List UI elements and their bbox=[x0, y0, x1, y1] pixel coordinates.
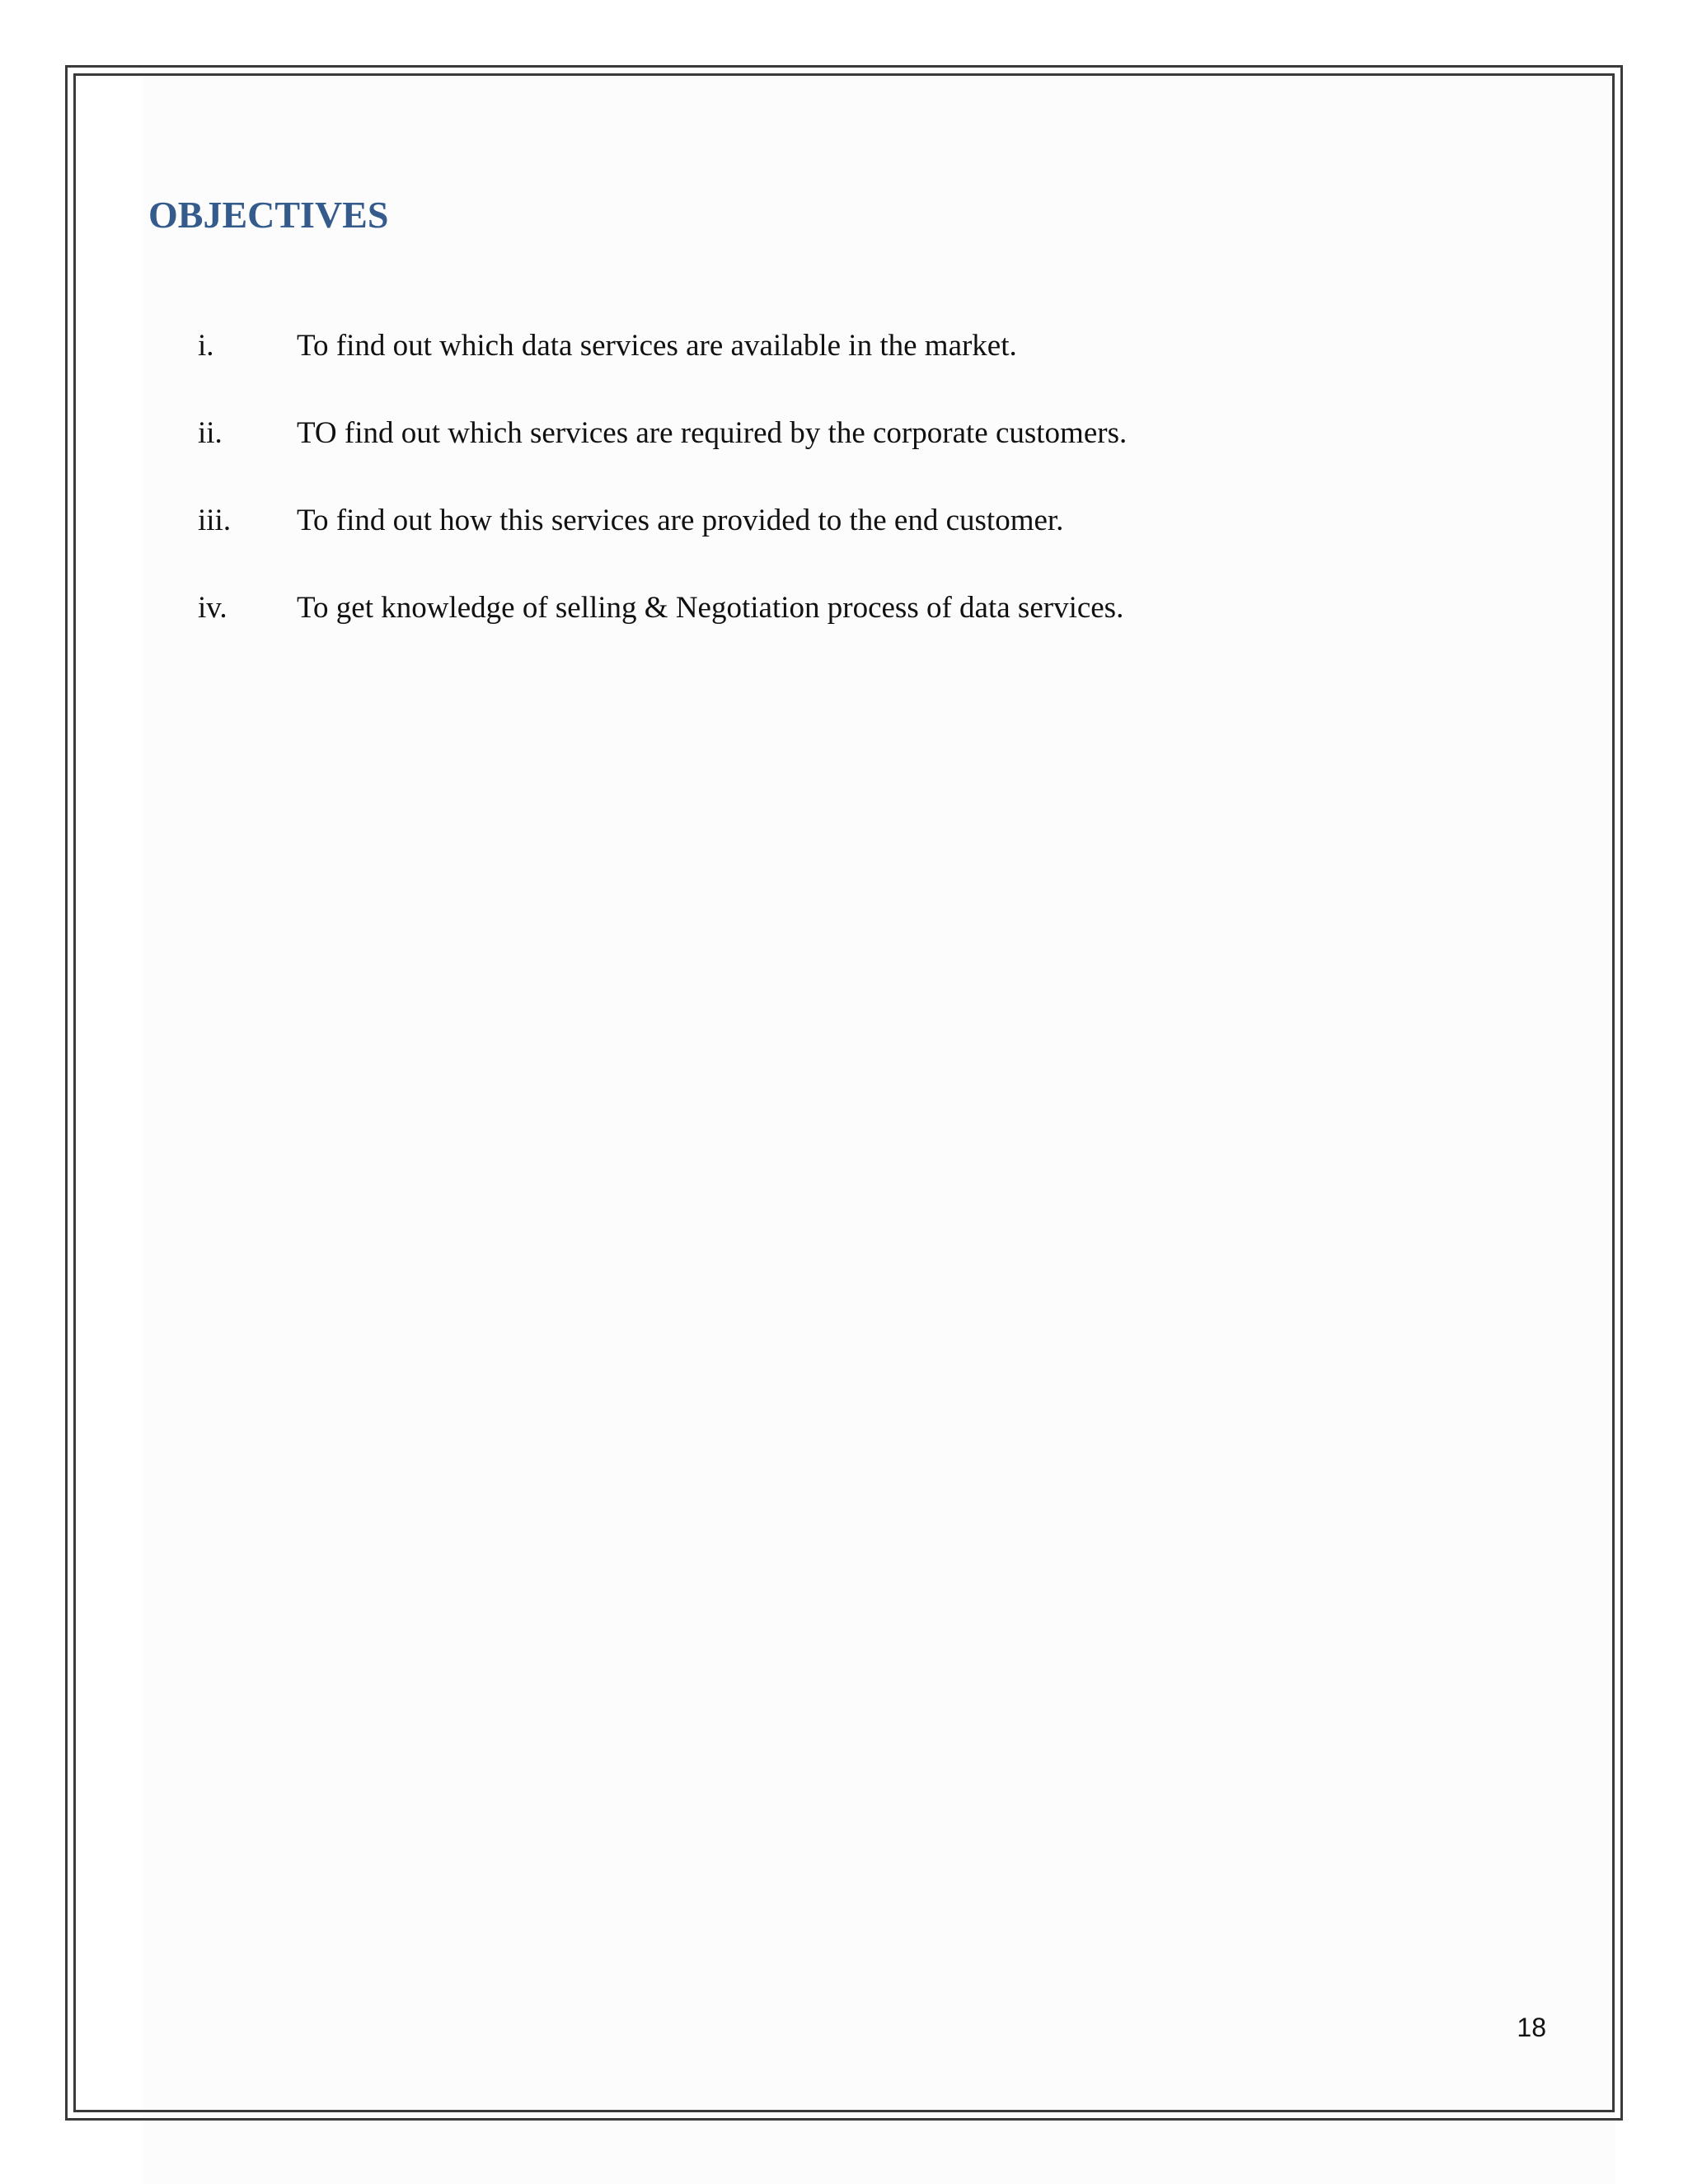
objective-number: iii. bbox=[198, 504, 232, 537]
objective-number: iv. bbox=[198, 591, 227, 625]
objective-text: To find out which data services are available in the market. bbox=[297, 329, 1017, 363]
section-heading: OBJECTIVES bbox=[148, 194, 389, 236]
objective-number: ii. bbox=[198, 416, 223, 450]
objective-number: i. bbox=[198, 329, 214, 363]
page-number: 18 bbox=[1517, 2013, 1546, 2042]
objective-text: TO find out which services are required by the corporate customers. bbox=[297, 416, 1128, 450]
objective-item bbox=[198, 500, 1127, 588]
objective-item bbox=[198, 413, 1127, 500]
objectives-list bbox=[198, 326, 1127, 675]
objective-text: To get knowledge of selling & Negotiation process of data services. bbox=[297, 591, 1124, 625]
objective-item bbox=[198, 588, 1127, 675]
objective-item bbox=[198, 326, 1127, 413]
objective-text: To find out how this services are provided to the end customer. bbox=[297, 504, 1064, 537]
